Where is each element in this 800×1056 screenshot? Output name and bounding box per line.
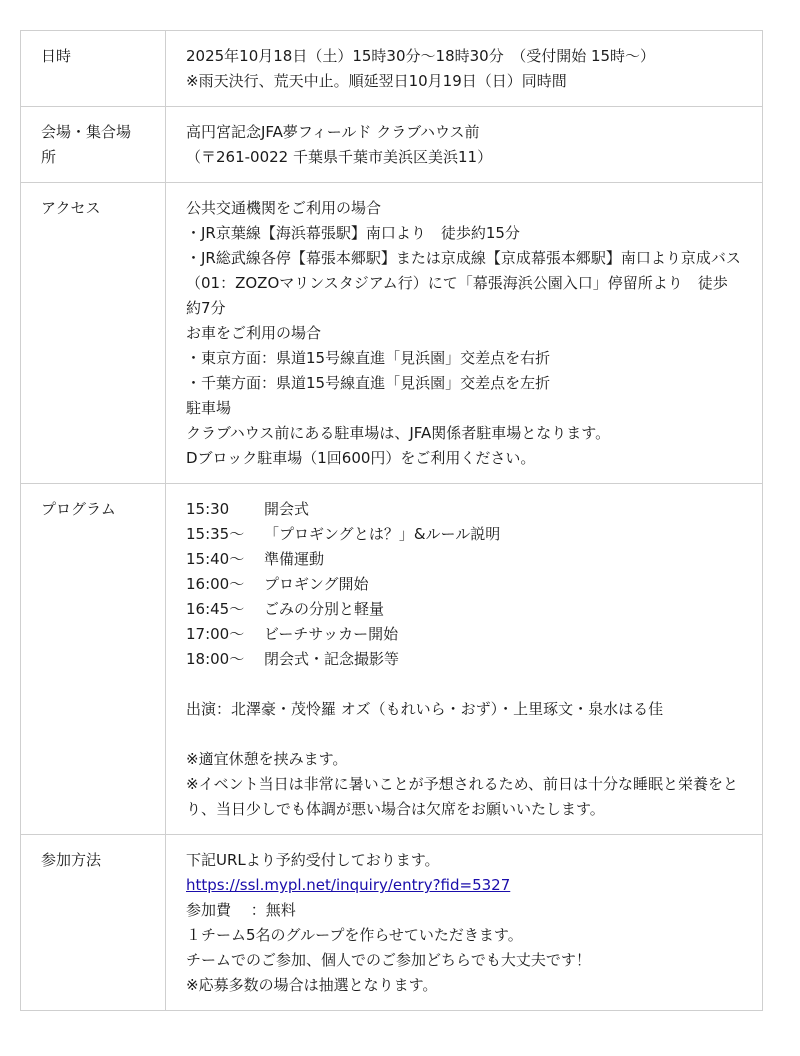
solo-line: チームでのご参加、個人でのご参加どちらでも大丈夫です！	[186, 951, 591, 969]
schedule-title: 「プロギングとは？」&ルール説明	[264, 525, 501, 543]
parking-note: クラブハウス前にある駐車場は、JFA関係者駐車場となります。	[186, 424, 611, 442]
spacer	[186, 672, 742, 697]
schedule-time: 16:00〜	[186, 575, 245, 593]
schedule-title: ビーチサッカー開始	[264, 625, 399, 643]
datetime-label: 日時	[21, 31, 166, 107]
access-sobu-line: ・JR総武線各停【幕張本郷駅】または京成線【京成幕張本郷駅】南口より京成バス（01：ZOZOマリンスタジアム行）にて「幕張海浜公園入口」停留所より 徒歩約7分	[186, 249, 741, 317]
venue-label: 会場・集合場所	[21, 107, 166, 183]
health-note: ※イベント当日は非常に暑いことが予想されるため、前日は十分な睡眠と栄養をとり、当日少しでも体調が悪い場合は欠席をお願いいたします。	[186, 775, 738, 818]
program-value	[166, 484, 763, 835]
venue-value	[166, 107, 763, 183]
reservation-intro: 下記URLより予約受付しております。	[186, 851, 440, 869]
schedule-item	[186, 597, 742, 622]
row-access	[21, 183, 763, 484]
rain-note: ※雨天決行、荒天中止。順延翌日10月19日（日）同時間	[186, 72, 567, 90]
schedule-title: 準備運動	[264, 550, 325, 568]
schedule-item	[186, 547, 742, 572]
datetime-value	[166, 31, 763, 107]
program-label: プログラム	[21, 484, 166, 835]
break-note: ※適宜休憩を挟みます。	[186, 750, 348, 768]
schedule-time: 15:30	[186, 500, 230, 518]
access-keiyo-line: ・JR京葉線【海浜幕張駅】南口より 徒歩約15分	[186, 224, 520, 242]
schedule-time: 17:00〜	[186, 625, 245, 643]
schedule-title: 開会式	[264, 500, 310, 518]
row-participation	[21, 835, 763, 1011]
schedule-time: 15:40〜	[186, 550, 245, 568]
schedule-item	[186, 522, 742, 547]
schedule-item	[186, 647, 742, 672]
schedule-item	[186, 622, 742, 647]
access-chiba-route: ・千葉方面：県道15号線直進「見浜園」交差点を左折	[186, 374, 551, 392]
lottery-note: ※応募多数の場合は抽選となります。	[186, 976, 438, 994]
schedule-title: 閉会式・記念撮影等	[264, 650, 400, 668]
cast-line: 出演：北澤豪・茂怜羅 オズ（もれいら・おず）・上里琢文・泉水はる佳	[186, 700, 664, 718]
entry-url-link[interactable]: https://ssl.mypl.net/inquiry/entry?fid=5327	[186, 876, 511, 894]
access-car-heading: お車をご利用の場合	[186, 324, 322, 342]
team-line: １チーム5名のグループを作らせていただきます。	[186, 926, 523, 944]
access-tokyo-route: ・東京方面：県道15号線直進「見浜園」交差点を右折	[186, 349, 551, 367]
venue-address: （〒261-0022 千葉県千葉市美浜区美浜11）	[186, 148, 493, 166]
participation-value	[166, 835, 763, 1011]
venue-name: 高円宮記念JFA夢フィールド クラブハウス前	[186, 123, 480, 141]
schedule-time: 15:35〜	[186, 525, 245, 543]
event-info-table	[20, 30, 763, 1011]
row-datetime	[21, 31, 763, 107]
schedule-title: プロギング開始	[264, 575, 369, 593]
schedule-item	[186, 497, 742, 522]
schedule-item	[186, 572, 742, 597]
entry-link-line	[186, 873, 742, 898]
access-value	[166, 183, 763, 484]
row-venue	[21, 107, 763, 183]
access-public-heading: 公共交通機関をご利用の場合	[186, 199, 382, 217]
access-label: アクセス	[21, 183, 166, 484]
schedule-title: ごみの分別と軽量	[264, 600, 385, 618]
parking-d-block: Dブロック駐車場（1回600円）をご利用ください。	[186, 449, 536, 467]
parking-heading: 駐車場	[186, 399, 232, 417]
datetime-line: 2025年10月18日（土）15時30分〜18時30分 （受付開始 15時〜）	[186, 47, 656, 65]
spacer	[186, 722, 742, 747]
participation-label: 参加方法	[21, 835, 166, 1011]
schedule-time: 16:45〜	[186, 600, 245, 618]
fee-line: 参加費 ：無料	[186, 901, 296, 919]
schedule-time: 18:00〜	[186, 650, 245, 668]
row-program	[21, 484, 763, 835]
